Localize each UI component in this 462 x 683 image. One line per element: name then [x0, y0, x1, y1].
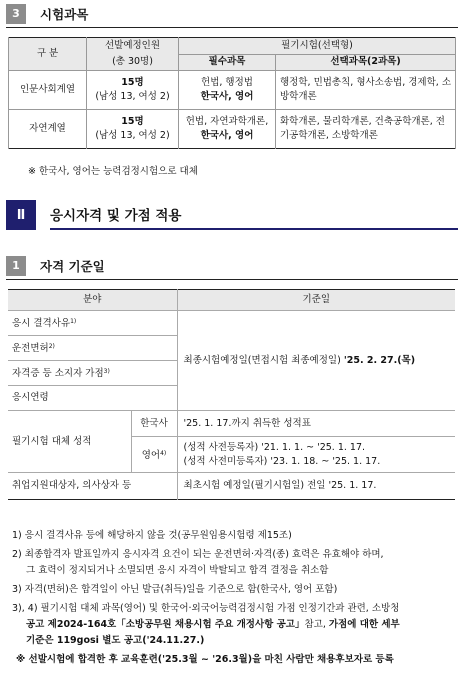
planned-count: 15명 [121, 116, 144, 127]
field-support-target: 취업지원대상자, 의사상자 등 [8, 473, 177, 500]
english-date-cell [177, 437, 455, 473]
section-title: 자격 기준일 [40, 259, 105, 274]
footnote-4-cont2: 기준은 119gosi 별도 공고('24.11.27.) [26, 635, 205, 646]
table-row [8, 411, 455, 437]
header-planned-total: (총 30명) [87, 54, 179, 71]
section-title: 시험과목 [40, 7, 89, 22]
header-required: 필수과목 [179, 54, 276, 71]
chapter-header [6, 200, 458, 230]
field-disqualification: 응시 결격사유$^{1)}$ [8, 311, 177, 336]
field-english: 영어$^{4)}$ [131, 437, 177, 473]
korean-history-date: '25. 1. 17.까지 취득한 성적표 [177, 411, 455, 437]
english-date-line: (성적 사전등록자) '21. 1. 1. ~ '25. 1. 17. [183, 441, 366, 453]
support-date: 최초시험 예정일(필기시험일) 전일 '25. 1. 17. [177, 473, 455, 500]
chapter-number: Ⅱ [6, 200, 36, 230]
footnotes [12, 528, 456, 668]
category-cell: 자연계열 [9, 110, 87, 149]
planned-detail: (남성 13, 여성 2) [95, 91, 170, 102]
header-category: 구 분 [9, 38, 87, 71]
table-row [8, 311, 455, 336]
subject-note: ※ 한국사, 영어는 능력검정시험으로 대체 [28, 166, 198, 177]
field-driver-license: 운전면허$^{2)}$ [8, 336, 177, 361]
field-age: 응시연령 [8, 386, 177, 411]
table-row [9, 110, 456, 149]
common-date-cell [177, 311, 455, 411]
optional-cell: 행정학, 민법총칙, 형사소송법, 경제학, 소방학개론 [276, 71, 456, 110]
table-row [9, 71, 456, 110]
section-header-exam-subjects [6, 4, 88, 24]
training-note: ※ 선발시험에 합격한 후 교육훈련('25.3월 ~ '26.3월)을 마친 사람만 채용후보자로 등록 [16, 654, 394, 665]
required-cell [179, 71, 276, 110]
required-line1: 헌법, 행정법 [201, 77, 253, 88]
footnote-2: 2) 최종합격자 발표일까지 응시자격 요건이 되는 운전면허·자격(종) 효력은 유효해야 하며, [12, 549, 384, 560]
header-date: 기준일 [177, 290, 455, 311]
section-divider [6, 27, 458, 28]
field-korean-history: 한국사 [131, 411, 177, 437]
required-line2: 한국사, 영어 [200, 91, 254, 102]
category-cell: 인문사회계열 [9, 71, 87, 110]
planned-cell [87, 71, 179, 110]
planned-detail: (남성 13, 여성 2) [95, 130, 170, 141]
header-planned: 선발예정인원 [87, 38, 179, 55]
footnote-1: 1) 응시 결격사유 등에 해당하지 않을 것(공무원임용시험령 제15조) [12, 530, 292, 541]
footnote-4-cont: 공고 제2024-164호「소방공무원 채용시험 주요 개정사항 공고」참고, 가점에 대한 세부 [26, 619, 400, 630]
header-field: 분야 [8, 290, 177, 311]
section-number: 1 [6, 256, 26, 276]
footnote-3: 3) 자격(면허)은 합격일이 아닌 발급(취득)일을 기준으로 함(한국사, 영어 포함) [12, 584, 338, 595]
field-certificate-bonus: 자격증 등 소지자 가점$^{3)}$ [8, 361, 177, 386]
required-cell [179, 110, 276, 149]
field-written-substitute: 필기시험 대체 성적 [8, 411, 131, 473]
common-date-text: 최종시험예정일(면접시험 최종예정일) [183, 354, 344, 366]
chapter-title: 응시자격 및 가점 적용 [50, 200, 458, 230]
required-line2: 한국사, 영어 [200, 130, 254, 141]
header-written-exam: 필기시험(선택형) [179, 38, 456, 55]
section-header-eligibility-date [6, 256, 105, 276]
footnote-4: 3), 4) 필기시험 대체 과목(영어) 및 한국어·외국어능력검정시험 가점 인정기간과 관련, 소방청 [12, 603, 400, 614]
required-line1: 헌법, 자연과학개론, [185, 116, 269, 127]
footnote-2-cont: 그 효력이 정지되거나 소멸되면 응시 자격이 박탈되고 합격 결정을 취소함 [26, 565, 329, 576]
reference-date-table [8, 289, 455, 500]
table-row [8, 473, 455, 500]
header-optional: 선택과목(2과목) [276, 54, 456, 71]
common-date-value: '25. 2. 27.(목) [343, 354, 416, 366]
exam-subjects-table [8, 37, 456, 149]
section-divider [6, 279, 458, 280]
section-number: 3 [6, 4, 26, 24]
planned-count: 15명 [121, 77, 144, 88]
optional-cell: 화학개론, 물리학개론, 건축공학개론, 전기공학개론, 소방학개론 [276, 110, 456, 149]
planned-cell [87, 110, 179, 149]
english-date-line: (성적 사전미등록자) '23. 1. 18. ~ '25. 1. 17. [183, 455, 381, 467]
